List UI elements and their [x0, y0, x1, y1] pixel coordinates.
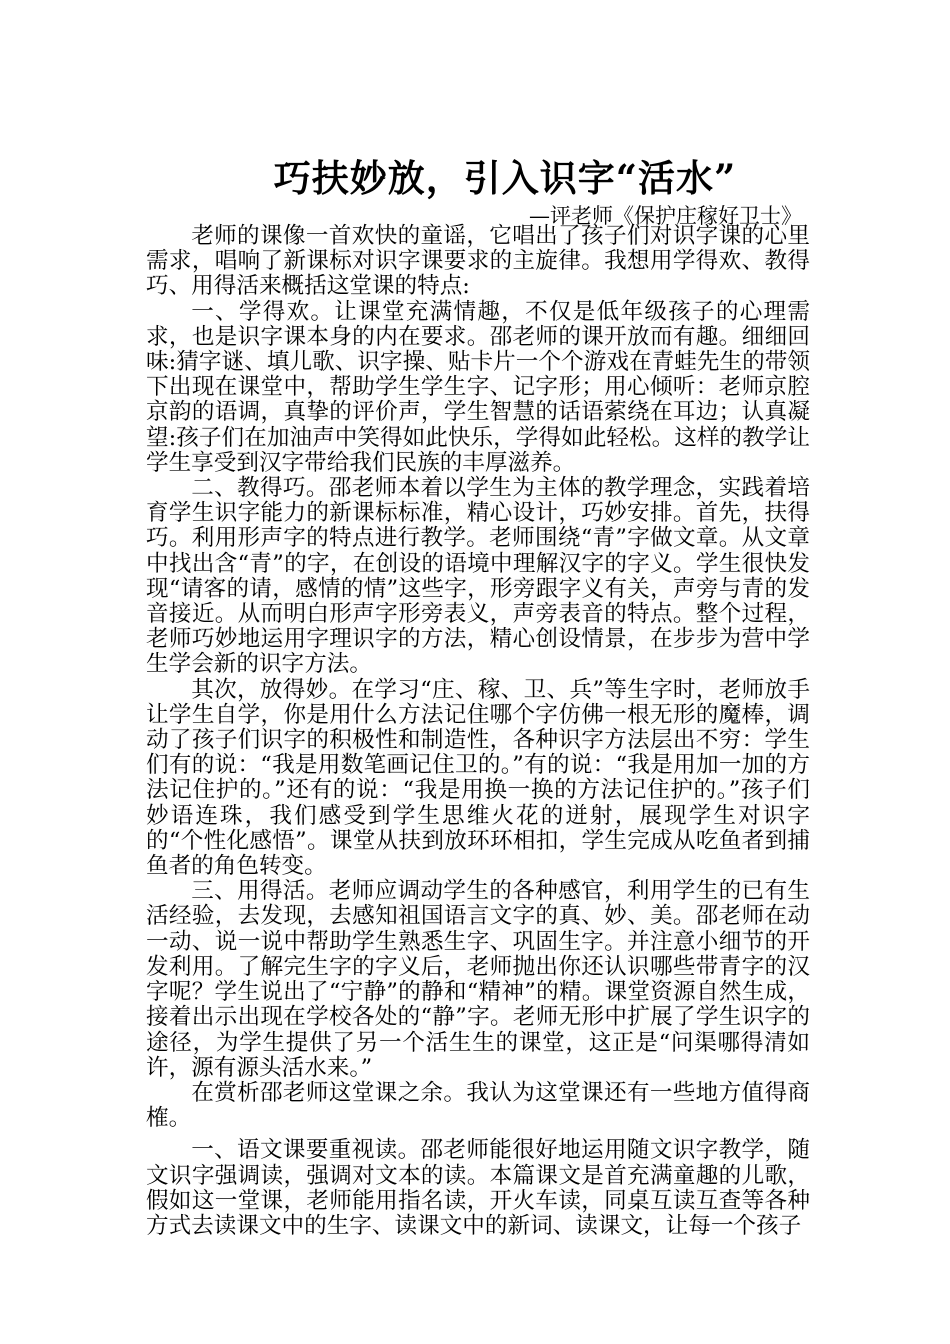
paragraph-letting-go: 其次，放得妙。在学习“庄、稼、卫、兵”等生字时，老师放手让学生自学，你是用什么方法记住哪个字仿佛一根无形的魔棒，调动了孩子们识字的积极性和制造性，各种识字方法层出不穷：学生们有的说：“我是用数笔画记住卫的。”有的说：“我是用加一加的方法记住护的。”还有的说：“我是用换一换的方法记住护的。”孩子们妙语连珠，我们感受到学生思维火花的迸射，展现学生对识字的“个性化感悟”。课堂从扶到放环环相扣，学生完成从吃鱼者到捕鱼者的角色转变。: [146, 676, 810, 880]
document-body: [146, 224, 810, 1239]
paragraph-teaching-skill: 二、教得巧。邵老师本着以学生为主体的教学理念，实践着培育学生识字能力的新课标标准，精心设计，巧妙安排。首先，扶得巧。利用形声字的特点进行教学。老师围绕“青”字做文章。从文章中找出含“青”的字，在创设的语境中理解汉字的字义。学生很快发现“请客的请，感情的情”这些字，形旁跟字义有关，声旁与青的发音接近。从而明白形声字形旁表义，声旁表音的特点。整个过程，老师巧妙地运用字理识字的方法，精心创设情景，在步步为营中学生学会新的识字方法。: [146, 475, 810, 678]
paragraph-intro: 老师的课像一首欢快的童谣，它唱出了孩子们对识字课的心里需求，唱响了新课标对识字课要求的主旋律。我想用学得欢、教得巧、用得活来概括这堂课的特点:: [146, 223, 810, 300]
paragraph-reading-emphasis: 一、语文课要重视读。邵老师能很好地运用随文识字教学，随文识字强调读，强调对文本的读。本篇课文是首充满童趣的儿歌，假如这一堂课，老师能用指名读，开火车读，同桌互读互查等各种方式去读课文中的生字、读课文中的新词、读课文，让每一个孩子: [146, 1137, 810, 1239]
paragraph-discussion: 在赏析邵老师这堂课之余。我认为这堂课还有一些地方值得商榷。: [146, 1079, 810, 1132]
paragraph-flexible-use: 三、用得活。老师应调动学生的各种感官，利用学生的已有生活经验，去发现，去感知祖国语言文字的真、妙、美。邵老师在动一动、说一说中帮助学生熟悉生字、巩固生字。并注意小细节的开发利用。了解完生字的字义后，老师抛出你还认识哪些带青字的汉字呢？学生说出了“宁静”的静和“精神”的精。课堂资源自然生成，接着出示出现在学校各处的“静”字。老师无形中扩展了学生识字的途径，为学生提供了另一个活生生的课堂，这正是“问渠哪得清如许，源有源头活水来。”: [146, 878, 810, 1081]
document-title: 巧扶妙放，引入识字“活水”: [273, 156, 737, 200]
document-subtitle: —评老师《保护庄稼好卫士》: [529, 204, 802, 228]
paragraph-learning-joy: 一、学得欢。让课堂充满情趣，不仅是低年级孩子的心理需求，也是识字课本身的内在要求。邵老师的课开放而有趣。细细回味:猜字谜、填儿歌、识字操、贴卡片一个个游戏在青蛙先生的带领下出现在课堂中，帮助学生学生字、记字形；用心倾听：老师京腔京韵的语调，真挚的评价声，学生智慧的话语萦绕在耳边；认真凝望:孩子们在加油声中笑得如此快乐，学得如此轻松。这样的教学让学生享受到汉字带给我们民族的丰厚滋养。: [146, 298, 810, 476]
